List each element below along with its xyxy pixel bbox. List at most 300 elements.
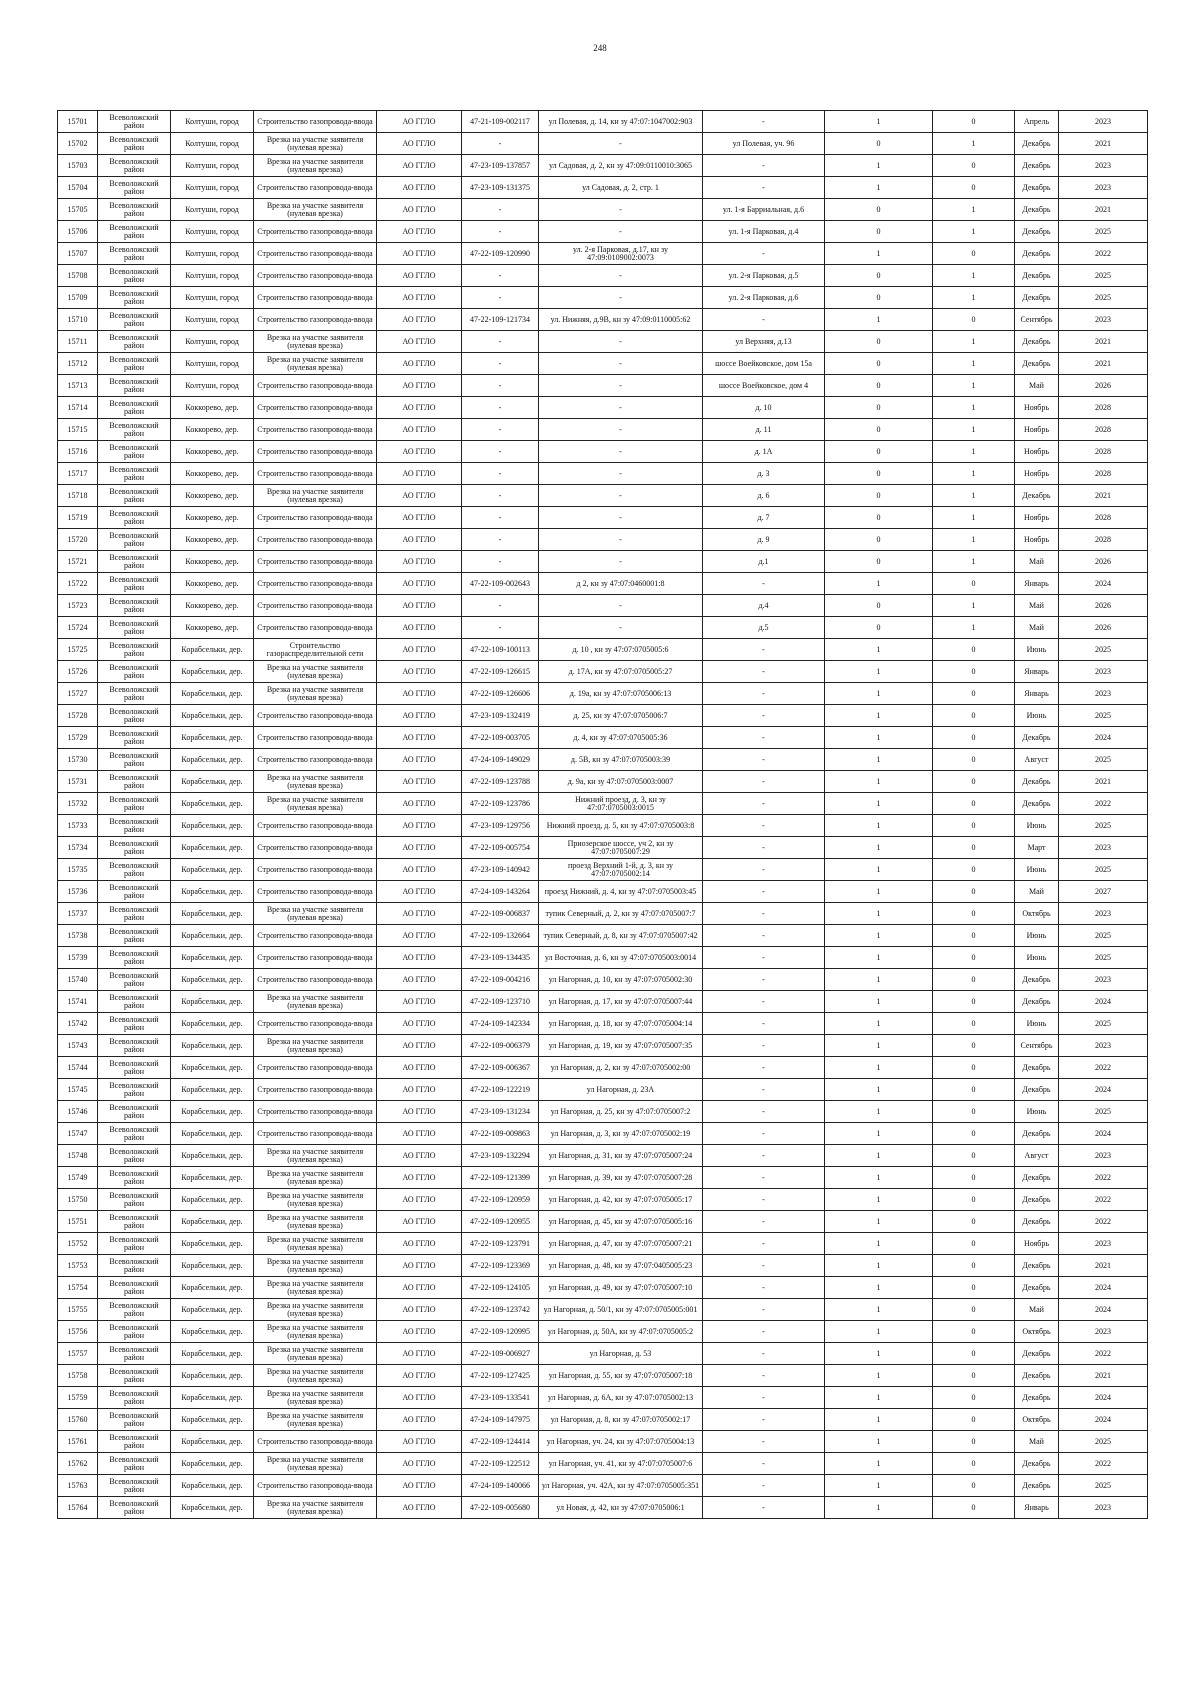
table-row [58, 1321, 1148, 1343]
cell-row-number: 15759 [58, 1387, 98, 1409]
cell-organization: АО ГГЛО [377, 1167, 462, 1189]
cell-address: - [703, 1409, 825, 1431]
cell-application-number: 47-23-109-129756 [462, 815, 539, 837]
cell-year: 2025 [1059, 1101, 1148, 1123]
cell-address: - [703, 793, 825, 815]
cell-row-number: 15710 [58, 309, 98, 331]
cell-application-number: 47-23-109-132294 [462, 1145, 539, 1167]
cell-application-number: 47-22-109-120990 [462, 243, 539, 265]
table-row [58, 551, 1148, 573]
cell-address: - [703, 683, 825, 705]
cell-count-a: 1 [825, 639, 933, 661]
cell-count-a: 1 [825, 573, 933, 595]
cell-year: 2023 [1059, 155, 1148, 177]
table-row [58, 485, 1148, 507]
cell-count-b: 0 [933, 1299, 1015, 1321]
cell-month: Июнь [1015, 859, 1059, 881]
cell-address-cadastral: проезд Верхний 1-й, д. 3, кн зу 47:07:0705002:14 [539, 859, 703, 881]
cell-organization: АО ГГЛО [377, 507, 462, 529]
cell-address-cadastral: д. 4, кн зу 47:07:0705005:36 [539, 727, 703, 749]
cell-application-number: 47-24-109-149029 [462, 749, 539, 771]
cell-month: Май [1015, 617, 1059, 639]
cell-row-number: 15755 [58, 1299, 98, 1321]
cell-year: 2028 [1059, 441, 1148, 463]
cell-settlement: Корабсельки, дер. [171, 1233, 254, 1255]
cell-settlement: Колтуши, город [171, 155, 254, 177]
cell-work-type: Врезка на участке заявителя (нулевая врезка) [254, 1365, 377, 1387]
cell-address: - [703, 1431, 825, 1453]
cell-address-cadastral: ул Нагорная, д. 45, кн зу 47:07:0705005:16 [539, 1211, 703, 1233]
cell-settlement: Коккорево, дер. [171, 463, 254, 485]
cell-address-cadastral: - [539, 529, 703, 551]
cell-month: Июнь [1015, 815, 1059, 837]
cell-count-b: 0 [933, 1387, 1015, 1409]
cell-organization: АО ГГЛО [377, 397, 462, 419]
cell-district: Всеволожский район [98, 1321, 171, 1343]
cell-address: - [703, 1189, 825, 1211]
cell-address: - [703, 1145, 825, 1167]
cell-row-number: 15714 [58, 397, 98, 419]
cell-address: д. 11 [703, 419, 825, 441]
cell-organization: АО ГГЛО [377, 793, 462, 815]
cell-row-number: 15764 [58, 1497, 98, 1519]
cell-work-type: Строительство газопровода-ввода [254, 287, 377, 309]
cell-month: Апрель [1015, 111, 1059, 133]
cell-count-b: 0 [933, 1057, 1015, 1079]
cell-count-a: 0 [825, 375, 933, 397]
cell-address-cadastral: Приозерское шоссе, уч 2, кн зу 47:07:0705007:29 [539, 837, 703, 859]
cell-count-b: 0 [933, 1365, 1015, 1387]
cell-year: 2025 [1059, 1431, 1148, 1453]
cell-year: 2023 [1059, 111, 1148, 133]
cell-month: Май [1015, 375, 1059, 397]
table-row [58, 1013, 1148, 1035]
cell-district: Всеволожский район [98, 991, 171, 1013]
cell-year: 2027 [1059, 881, 1148, 903]
cell-count-b: 1 [933, 353, 1015, 375]
cell-address-cadastral: ул Новая, д. 42, кн зу 47:07:0705006:1 [539, 1497, 703, 1519]
table-row [58, 1299, 1148, 1321]
cell-month: Декабрь [1015, 1211, 1059, 1233]
cell-settlement: Коккорево, дер. [171, 419, 254, 441]
cell-year: 2023 [1059, 661, 1148, 683]
cell-work-type: Строительство газопровода-ввода [254, 881, 377, 903]
cell-count-a: 1 [825, 1299, 933, 1321]
cell-settlement: Корабсельки, дер. [171, 1343, 254, 1365]
cell-count-a: 1 [825, 1321, 933, 1343]
cell-district: Всеволожский район [98, 199, 171, 221]
cell-address-cadastral: тупик Северный, д. 8, кн зу 47:07:0705007:42 [539, 925, 703, 947]
cell-count-a: 1 [825, 309, 933, 331]
cell-settlement: Коккорево, дер. [171, 397, 254, 419]
cell-address: - [703, 771, 825, 793]
cell-work-type: Врезка на участке заявителя (нулевая врезка) [254, 353, 377, 375]
cell-row-number: 15724 [58, 617, 98, 639]
cell-month: Декабрь [1015, 1123, 1059, 1145]
cell-organization: АО ГГЛО [377, 1145, 462, 1167]
cell-month: Ноябрь [1015, 441, 1059, 463]
cell-organization: АО ГГЛО [377, 969, 462, 991]
cell-month: Декабрь [1015, 793, 1059, 815]
table-row [58, 771, 1148, 793]
cell-count-b: 1 [933, 331, 1015, 353]
cell-settlement: Корабсельки, дер. [171, 793, 254, 815]
cell-work-type: Врезка на участке заявителя (нулевая врезка) [254, 1211, 377, 1233]
cell-address: - [703, 727, 825, 749]
cell-work-type: Врезка на участке заявителя (нулевая врезка) [254, 1409, 377, 1431]
cell-organization: АО ГГЛО [377, 573, 462, 595]
cell-count-b: 0 [933, 1233, 1015, 1255]
cell-work-type: Врезка на участке заявителя (нулевая врезка) [254, 1497, 377, 1519]
cell-organization: АО ГГЛО [377, 683, 462, 705]
cell-address: - [703, 1277, 825, 1299]
cell-settlement: Корабсельки, дер. [171, 1277, 254, 1299]
cell-row-number: 15739 [58, 947, 98, 969]
cell-application-number: - [462, 507, 539, 529]
cell-application-number: 47-22-109-124105 [462, 1277, 539, 1299]
cell-year: 2028 [1059, 529, 1148, 551]
cell-organization: АО ГГЛО [377, 771, 462, 793]
cell-address: д.1 [703, 551, 825, 573]
cell-district: Всеволожский район [98, 727, 171, 749]
table-row [58, 991, 1148, 1013]
cell-application-number: 47-22-109-123742 [462, 1299, 539, 1321]
cell-organization: АО ГГЛО [377, 1277, 462, 1299]
cell-year: 2024 [1059, 1123, 1148, 1145]
cell-district: Всеволожский район [98, 595, 171, 617]
cell-application-number: 47-22-109-003705 [462, 727, 539, 749]
cell-year: 2022 [1059, 1343, 1148, 1365]
table-row [58, 243, 1148, 265]
table-row [58, 859, 1148, 881]
cell-address-cadastral: - [539, 133, 703, 155]
cell-count-a: 1 [825, 837, 933, 859]
cell-month: Декабрь [1015, 155, 1059, 177]
cell-year: 2024 [1059, 1299, 1148, 1321]
cell-count-b: 0 [933, 881, 1015, 903]
cell-application-number: 47-22-109-004216 [462, 969, 539, 991]
cell-count-b: 0 [933, 1145, 1015, 1167]
cell-row-number: 15746 [58, 1101, 98, 1123]
cell-district: Всеволожский район [98, 1145, 171, 1167]
cell-month: Ноябрь [1015, 419, 1059, 441]
cell-row-number: 15713 [58, 375, 98, 397]
cell-district: Всеволожский район [98, 529, 171, 551]
cell-application-number: 47-22-109-009863 [462, 1123, 539, 1145]
cell-address-cadastral: ул Нагорная, д. 50А, кн зу 47:07:0705005:2 [539, 1321, 703, 1343]
cell-count-a: 1 [825, 1387, 933, 1409]
cell-work-type: Врезка на участке заявителя (нулевая врезка) [254, 1233, 377, 1255]
cell-application-number: 47-23-109-132419 [462, 705, 539, 727]
cell-settlement: Коккорево, дер. [171, 485, 254, 507]
cell-organization: АО ГГЛО [377, 1453, 462, 1475]
cell-organization: АО ГГЛО [377, 1299, 462, 1321]
cell-address: - [703, 111, 825, 133]
cell-address-cadastral: ул Нагорная, д. 25, кн зу 47:07:0705007:2 [539, 1101, 703, 1123]
cell-application-number: 47-22-109-002643 [462, 573, 539, 595]
cell-count-a: 0 [825, 485, 933, 507]
cell-count-a: 1 [825, 1145, 933, 1167]
cell-count-a: 0 [825, 595, 933, 617]
cell-work-type: Врезка на участке заявителя (нулевая врезка) [254, 1321, 377, 1343]
cell-settlement: Корабсельки, дер. [171, 1255, 254, 1277]
cell-work-type: Врезка на участке заявителя (нулевая врезка) [254, 1277, 377, 1299]
cell-year: 2025 [1059, 925, 1148, 947]
cell-month: Декабрь [1015, 991, 1059, 1013]
cell-district: Всеволожский район [98, 661, 171, 683]
cell-organization: АО ГГЛО [377, 639, 462, 661]
cell-count-b: 0 [933, 1277, 1015, 1299]
cell-application-number: - [462, 595, 539, 617]
cell-district: Всеволожский район [98, 1299, 171, 1321]
cell-count-b: 0 [933, 1101, 1015, 1123]
cell-address-cadastral: - [539, 375, 703, 397]
cell-district: Всеволожский район [98, 551, 171, 573]
cell-settlement: Корабсельки, дер. [171, 969, 254, 991]
cell-month: Декабрь [1015, 287, 1059, 309]
cell-year: 2021 [1059, 199, 1148, 221]
cell-work-type: Строительство газопровода-ввода [254, 375, 377, 397]
cell-application-number: 47-24-109-147975 [462, 1409, 539, 1431]
cell-application-number: - [462, 441, 539, 463]
cell-district: Всеволожский район [98, 1057, 171, 1079]
cell-settlement: Колтуши, город [171, 243, 254, 265]
cell-settlement: Корабсельки, дер. [171, 881, 254, 903]
cell-month: Декабрь [1015, 1189, 1059, 1211]
cell-row-number: 15745 [58, 1079, 98, 1101]
cell-row-number: 15734 [58, 837, 98, 859]
cell-month: Сентябрь [1015, 309, 1059, 331]
cell-address: - [703, 947, 825, 969]
cell-address: шоссе Воейковское, дом 4 [703, 375, 825, 397]
cell-settlement: Корабсельки, дер. [171, 639, 254, 661]
cell-count-a: 0 [825, 529, 933, 551]
cell-application-number: 47-22-109-120955 [462, 1211, 539, 1233]
cell-year: 2021 [1059, 771, 1148, 793]
cell-settlement: Коккорево, дер. [171, 529, 254, 551]
cell-address: - [703, 309, 825, 331]
cell-month: Декабрь [1015, 727, 1059, 749]
cell-organization: АО ГГЛО [377, 1255, 462, 1277]
cell-district: Всеволожский район [98, 1277, 171, 1299]
cell-month: Май [1015, 595, 1059, 617]
cell-organization: АО ГГЛО [377, 243, 462, 265]
cell-count-b: 1 [933, 507, 1015, 529]
cell-application-number: 47-22-109-123369 [462, 1255, 539, 1277]
cell-work-type: Строительство газопровода-ввода [254, 221, 377, 243]
cell-district: Всеволожский район [98, 485, 171, 507]
cell-month: Ноябрь [1015, 1233, 1059, 1255]
table-row [58, 683, 1148, 705]
cell-month: Июнь [1015, 705, 1059, 727]
cell-address: - [703, 1013, 825, 1035]
cell-month: Декабрь [1015, 243, 1059, 265]
cell-application-number: 47-23-109-134435 [462, 947, 539, 969]
cell-settlement: Корабсельки, дер. [171, 1453, 254, 1475]
cell-count-b: 0 [933, 903, 1015, 925]
page-number: 248 [593, 43, 607, 53]
cell-row-number: 15709 [58, 287, 98, 309]
cell-address-cadastral: ул Восточная, д. 6, кн зу 47:07:0705003:0014 [539, 947, 703, 969]
cell-count-b: 0 [933, 111, 1015, 133]
cell-month: Декабрь [1015, 1453, 1059, 1475]
cell-application-number: 47-22-109-005680 [462, 1497, 539, 1519]
cell-district: Всеволожский район [98, 683, 171, 705]
cell-district: Всеволожский район [98, 111, 171, 133]
table-row [58, 573, 1148, 595]
cell-count-b: 0 [933, 155, 1015, 177]
cell-application-number: 47-22-109-122512 [462, 1453, 539, 1475]
cell-settlement: Корабсельки, дер. [171, 1431, 254, 1453]
cell-organization: АО ГГЛО [377, 1189, 462, 1211]
cell-work-type: Строительство газопровода-ввода [254, 265, 377, 287]
cell-address-cadastral: - [539, 287, 703, 309]
cell-month: Октябрь [1015, 1321, 1059, 1343]
table-row [58, 309, 1148, 331]
cell-work-type: Врезка на участке заявителя (нулевая врезка) [254, 1189, 377, 1211]
table-row [58, 1255, 1148, 1277]
cell-organization: АО ГГЛО [377, 309, 462, 331]
cell-count-b: 0 [933, 1255, 1015, 1277]
cell-work-type: Строительство газопровода-ввода [254, 1475, 377, 1497]
cell-settlement: Коккорево, дер. [171, 595, 254, 617]
cell-count-a: 1 [825, 969, 933, 991]
cell-district: Всеволожский район [98, 353, 171, 375]
cell-address-cadastral: д. 9а, кн зу 47:07:0705003:0007 [539, 771, 703, 793]
cell-address-cadastral: Нижний проезд, д. 5, кн зу 47:07:0705003:8 [539, 815, 703, 837]
cell-settlement: Корабсельки, дер. [171, 1409, 254, 1431]
cell-settlement: Корабсельки, дер. [171, 925, 254, 947]
cell-district: Всеволожский район [98, 1211, 171, 1233]
cell-address-cadastral: - [539, 419, 703, 441]
table-row [58, 287, 1148, 309]
cell-work-type: Строительство газопровода-ввода [254, 397, 377, 419]
cell-organization: АО ГГЛО [377, 705, 462, 727]
cell-month: Декабрь [1015, 199, 1059, 221]
cell-work-type: Строительство газопровода-ввода [254, 177, 377, 199]
cell-district: Всеволожский район [98, 881, 171, 903]
cell-application-number: - [462, 529, 539, 551]
cell-work-type: Строительство газопровода-ввода [254, 705, 377, 727]
cell-year: 2024 [1059, 1409, 1148, 1431]
cell-address: - [703, 1167, 825, 1189]
cell-row-number: 15726 [58, 661, 98, 683]
cell-district: Всеволожский район [98, 1167, 171, 1189]
table-row [58, 1453, 1148, 1475]
cell-settlement: Корабсельки, дер. [171, 1475, 254, 1497]
cell-count-a: 0 [825, 441, 933, 463]
cell-month: Июнь [1015, 1101, 1059, 1123]
cell-address: - [703, 155, 825, 177]
cell-count-a: 1 [825, 749, 933, 771]
cell-settlement: Корабсельки, дер. [171, 1057, 254, 1079]
cell-address-cadastral: - [539, 265, 703, 287]
cell-application-number: - [462, 617, 539, 639]
cell-organization: АО ГГЛО [377, 903, 462, 925]
cell-organization: АО ГГЛО [377, 1409, 462, 1431]
cell-address-cadastral: проезд Нижний, д. 4, кн зу 47:07:0705003:45 [539, 881, 703, 903]
cell-settlement: Корабсельки, дер. [171, 1365, 254, 1387]
cell-district: Всеволожский район [98, 947, 171, 969]
table-row [58, 793, 1148, 815]
cell-organization: АО ГГЛО [377, 133, 462, 155]
cell-row-number: 15706 [58, 221, 98, 243]
cell-district: Всеволожский район [98, 837, 171, 859]
cell-count-b: 0 [933, 1013, 1015, 1035]
cell-count-a: 1 [825, 683, 933, 705]
cell-application-number: 47-22-109-006927 [462, 1343, 539, 1365]
cell-address-cadastral: ул Нагорная, д. 53 [539, 1343, 703, 1365]
cell-address: ул. 1-я Барриальная, д.6 [703, 199, 825, 221]
cell-count-a: 0 [825, 353, 933, 375]
table-row [58, 947, 1148, 969]
cell-month: Январь [1015, 683, 1059, 705]
cell-year: 2023 [1059, 1497, 1148, 1519]
cell-count-b: 1 [933, 463, 1015, 485]
table-row [58, 1189, 1148, 1211]
cell-settlement: Корабсельки, дер. [171, 859, 254, 881]
cell-application-number: 47-22-109-006837 [462, 903, 539, 925]
cell-district: Всеволожский район [98, 221, 171, 243]
cell-month: Июнь [1015, 639, 1059, 661]
cell-organization: АО ГГЛО [377, 1387, 462, 1409]
cell-district: Всеволожский район [98, 1387, 171, 1409]
cell-month: Декабрь [1015, 177, 1059, 199]
cell-district: Всеволожский район [98, 1475, 171, 1497]
cell-count-a: 0 [825, 617, 933, 639]
cell-count-a: 1 [825, 1233, 933, 1255]
cell-count-a: 1 [825, 705, 933, 727]
cell-organization: АО ГГЛО [377, 221, 462, 243]
cell-row-number: 15752 [58, 1233, 98, 1255]
cell-district: Всеволожский район [98, 243, 171, 265]
cell-work-type: Строительство газопровода-ввода [254, 111, 377, 133]
cell-application-number: 47-22-109-120959 [462, 1189, 539, 1211]
cell-month: Август [1015, 749, 1059, 771]
cell-row-number: 15721 [58, 551, 98, 573]
table-row [58, 881, 1148, 903]
cell-application-number: 47-22-109-123791 [462, 1233, 539, 1255]
cell-row-number: 15762 [58, 1453, 98, 1475]
cell-count-b: 0 [933, 1321, 1015, 1343]
cell-address-cadastral: ул Полевая, д. 14, кн зу 47:07:1047002:903 [539, 111, 703, 133]
cell-organization: АО ГГЛО [377, 155, 462, 177]
cell-district: Всеволожский район [98, 507, 171, 529]
cell-settlement: Колтуши, город [171, 331, 254, 353]
cell-address-cadastral: ул. Нижняя, д.9В, кн зу 47:09:0110005:62 [539, 309, 703, 331]
cell-month: Декабрь [1015, 265, 1059, 287]
cell-address: - [703, 1387, 825, 1409]
cell-row-number: 15749 [58, 1167, 98, 1189]
cell-count-b: 1 [933, 265, 1015, 287]
cell-address: - [703, 573, 825, 595]
cell-count-a: 1 [825, 859, 933, 881]
cell-organization: АО ГГЛО [377, 1497, 462, 1519]
cell-settlement: Корабсельки, дер. [171, 1101, 254, 1123]
cell-month: Июнь [1015, 1013, 1059, 1035]
table-row [58, 1343, 1148, 1365]
cell-count-b: 0 [933, 177, 1015, 199]
cell-month: Сентябрь [1015, 1035, 1059, 1057]
table-row [58, 397, 1148, 419]
cell-count-a: 1 [825, 991, 933, 1013]
table-row [58, 419, 1148, 441]
cell-address-cadastral: ул Нагорная, д. 49, кн зу 47:07:0705007:10 [539, 1277, 703, 1299]
cell-work-type: Строительство газопровода-ввода [254, 1101, 377, 1123]
cell-district: Всеволожский район [98, 419, 171, 441]
cell-count-b: 0 [933, 925, 1015, 947]
cell-year: 2025 [1059, 265, 1148, 287]
